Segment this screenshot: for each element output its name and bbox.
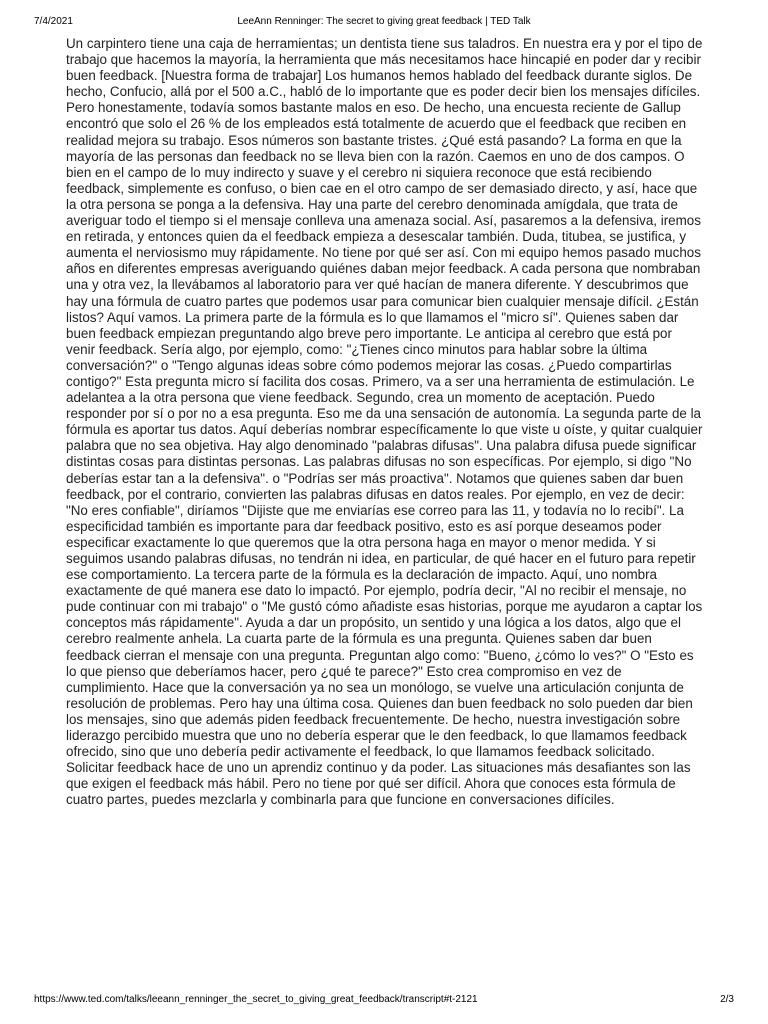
page-number: 2/3 bbox=[720, 994, 734, 1005]
print-date: 7/4/2021 bbox=[34, 16, 73, 27]
print-header bbox=[34, 15, 734, 29]
transcript-body bbox=[66, 36, 703, 809]
print-footer bbox=[34, 993, 734, 1007]
page-url-link[interactable]: https://www.ted.com/talks/leeann_renninger_the_secret_to_giving_great_feedback/transcript#t-2121 bbox=[34, 994, 478, 1005]
transcript-paragraph: Un carpintero tiene una caja de herramientas; un dentista tiene sus taladros. En nuestra era y por el tipo de trabajo que hacemos la mayoría, la herramienta que más necesitamos hace hincapié en poder dar y recibir buen feedback. [Nuestra forma de trabajar] Los humanos hemos hablado del feedback durante siglos. De hecho, Confucio, allá por el 500 a.C., habló de lo importante que es poder decir bien los mensajes difíciles. Pero honestamente, todavía somos bastante malos en eso. De hecho, una encuesta reciente de Gallup encontró que solo el 26 % de los empleados está totalmente de acuerdo que el feedback que reciben en realidad mejora su trabajo. Esos números son bastante tristes. ¿Qué está pasando? La forma en que la mayoría de las personas dan feedback no se lleva bien con la razón. Caemos en uno de dos campos. O bien en el campo de lo muy indirecto y suave y el cerebro ni siquiera reconoce que está recibiendo feedback, simplemente es confuso, o bien cae en el otro campo de ser demasiado directo, y así, hace que la otra persona se ponga a la defensiva. Hay una parte del cerebro denominada amígdala, que trata de averiguar todo el tiempo si el mensaje conlleva una amenaza social. Así, pasaremos a la defensiva, iremos en retirada, y entonces quien da el feedback empieza a desescalar también. Duda, titubea, se justifica, y aumenta el nerviosismo muy rápidamente. No tiene por qué ser así. Con mi equipo hemos pasado muchos años en diferentes empresas averiguando quiénes daban mejor feedback. A cada persona que nombraban una y otra vez, la llevábamos al laboratorio para ver qué hacían de manera diferente. Y descubrimos que hay una fórmula de cuatro partes que podemos usar para comunicar bien cualquier mensaje difícil. ¿Están listos? Aquí vamos. La primera parte de la fórmula es lo que llamamos el "micro sí". Quienes saben dar buen feedback empiezan preguntando algo breve pero importante. Le anticipa al cerebro que está por venir feedback. Sería algo, por ejemplo, como: "¿Tienes cinco minutos para hablar sobre la última conversación?" o "Tengo algunas ideas sobre cómo podemos mejorar las cosas. ¿Puedo compartirlas contigo?" Esta pregunta micro sí facilita dos cosas. Primero, va a ser una herramienta de estimulación. Le adelantea a la otra persona que viene feedback. Segundo, crea un momento de aceptación. Puedo responder por sí o por no a esa pregunta. Eso me da una sensación de autonomía. La segunda parte de la fórmula es aportar tus datos. Aquí deberías nombrar específicamente lo que viste u oíste, y quitar cualquier palabra que no sea objetiva. Hay algo denominado "palabras difusas". Una palabra difusa puede significar distintas cosas para distintas personas. Las palabras difusas no son específicas. Por ejemplo, si digo "No deberías estar tan a la defensiva". o "Podrías ser más proactiva". Notamos que quienes saben dar buen feedback, por el contrario, convierten las palabras difusas en datos reales. Por ejemplo, en vez de decir: "No eres confiable", diríamos "Dijiste que me enviarías ese correo para las 11, y todavía no lo recibí". La especificidad también es importante para dar feedback positivo, esto es así porque deseamos poder especificar exactamente lo que queremos que la otra persona haga en mayor o menor medida. Y si seguimos usando palabras difusas, no tendrán ni idea, en particular, de qué hacer en el futuro para repetir ese comportamiento. La tercera parte de la fórmula es la declaración de impacto. Aquí, uno nombra exactamente de qué manera ese dato lo impactó. Por ejemplo, podría decir, "Al no recibir el mensaje, no pude continuar con mi trabajo" o "Me gustó cómo añadiste esas historias, porque me ayudaron a captar los conceptos más rápidamente". Ayuda a dar un propósito, un sentido y una lógica a los datos, algo que el cerebro realmente anhela. La cuarta parte de la fórmula es una pregunta. Quienes saben dar buen feedback cierran el mensaje con una pregunta. Preguntan algo como: "Bueno, ¿cómo lo ves?" O "Esto es lo que pienso que deberíamos hacer, pero ¿qué te parece?" Esto crea compromiso en vez de cumplimiento. Hace que la conversación ya no sea un monólogo, se vuelve una articulación conjunta de resolución de problemas. Pero hay una última cosa. Quienes dan buen feedback no solo pueden dar bien los mensajes, sino que además piden feedback frecuentemente. De hecho, nuestra investigación sobre liderazgo percibido muestra que uno no debería esperar que le den feedback, lo que llamamos feedback ofrecido, sino que uno debería pedir activamente el feedback, lo que llamamos feedback solicitado. Solicitar feedback hace de uno un aprendiz continuo y da poder. Las situaciones más desafiantes son las que exigen el feedback más hábil. Pero no tiene por qué ser difícil. Ahora que conoces esta fórmula de cuatro partes, puedes mezclarla y combinarla para que funcione en conversaciones difíciles. bbox=[66, 36, 703, 808]
page-title: LeeAnn Renninger: The secret to giving great feedback | TED Talk bbox=[237, 16, 531, 27]
